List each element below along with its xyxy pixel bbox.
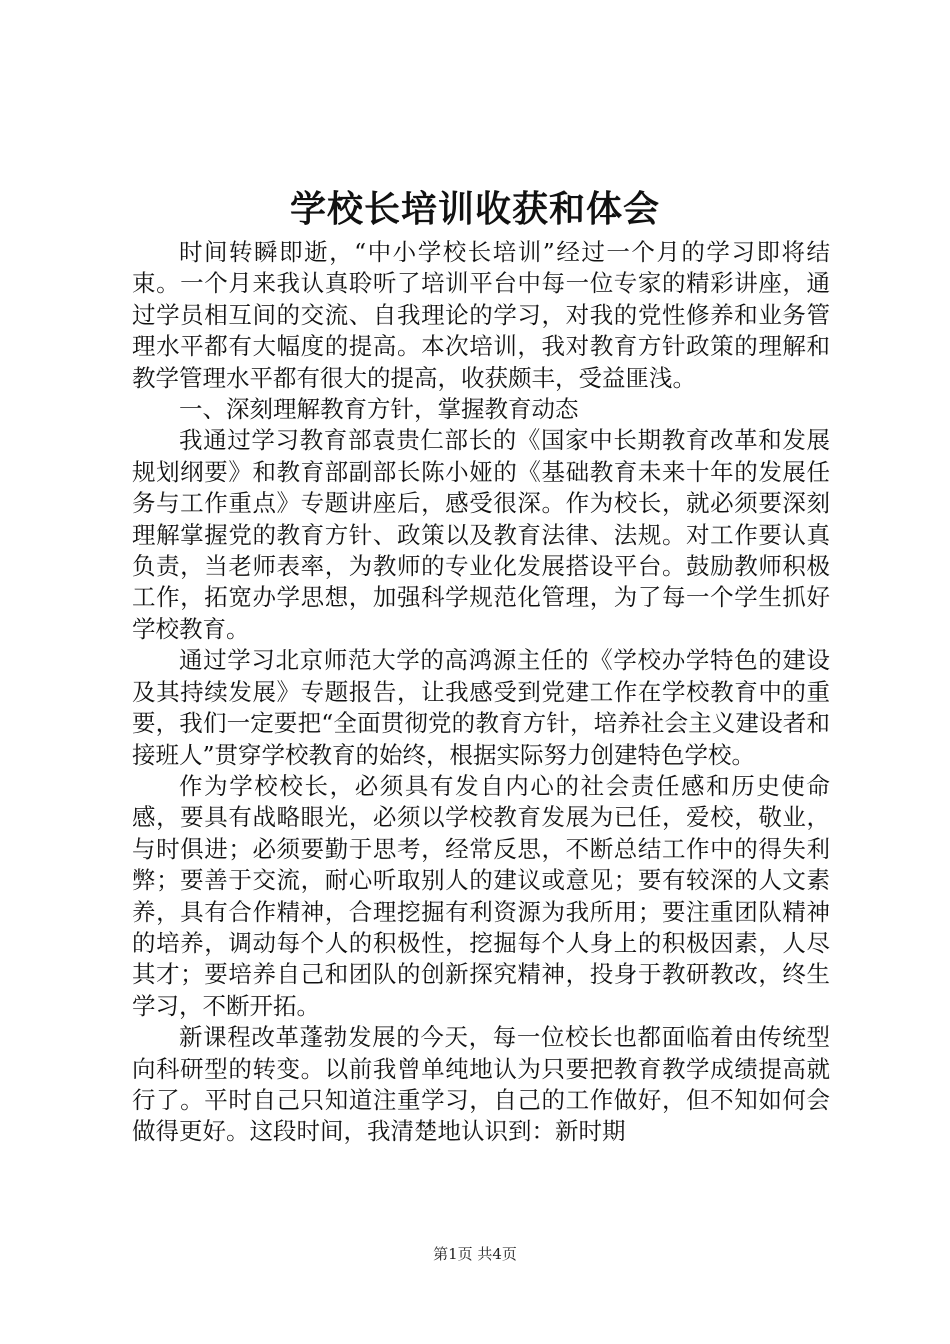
paragraph-policy: 我通过学习教育部袁贵仁部长的《国家中长期教育改革和发展规划纲要》和教育部副部长陈小娅的《基础教育未来十年的发展任务与工作重点》专题讲座后，感受很深。作为校长，就必须要深刻理解掌握党的教育方针、政策以及教育法律、法规。对工作要认真负责，当老师表率，为教师的专业化发展搭设平台。鼓励教师积极工作，拓宽办学思想，加强科学规范化管理，为了每一个学生抓好学校教育。 — [132, 426, 830, 643]
document-title: 学校长培训收获和体会 — [289, 188, 660, 230]
paragraph-principal-duty: 作为学校校长，必须具有发自内心的社会责任感和历史使命感，要具有战略眼光，必须以学校教育发展为已任，爱校，敬业，与时俱进；必须要勤于思考，经常反思，不断总结工作中的得失利弊；要善于交流，耐心听取别人的建议或意见；要有较深的人文素养，具有合作精神，合理挖掘有利资源为我所用；要注重团队精神的培养，调动每个人的积极性，挖掘每个人身上的积极因素，人尽其才；要培养自己和团队的创新探究精神，投身于教研教改，终生学习，不断开拓。 — [132, 771, 830, 1020]
paragraph-school-features: 通过学习北京师范大学的高鸿源主任的《学校办学特色的建设及其持续发展》专题报告，让我感受到党建工作在学校教育中的重要，我们一定要把“全面贯彻党的教育方针，培养社会主义建设者和接班人”贯穿学校教育的始终，根据实际努力创建特色学校。 — [132, 646, 830, 769]
paragraph-curriculum-reform: 新课程改革蓬勃发展的今天，每一位校长也都面临着由传统型向科研型的转变。以前我曾单纯地认为只要把教育教学成绩提高就行了。平时自己只知道注重学习，自己的工作做好，但不知如何会做得更好。这段时间，我清楚地认识到：新时期 — [132, 1023, 830, 1146]
document-body — [132, 237, 830, 1148]
section-heading: 一、深刻理解教育方针，掌握教育动态 — [179, 395, 579, 424]
paragraph-intro: 时间转瞬即逝，“中小学校长培训”经过一个月的学习即将结束。一个月来我认真聆听了培训平台中每一位专家的精彩讲座，通过学员相互间的交流、自我理论的学习，对我的党性修养和业务管理水平都有大幅度的提高。本次培训，我对教育方针政策的理解和教学管理水平都有很大的提高，收获颇丰，受益匪浅。 — [132, 238, 830, 392]
page-footer: 第1页 共4页 — [433, 1245, 517, 1263]
